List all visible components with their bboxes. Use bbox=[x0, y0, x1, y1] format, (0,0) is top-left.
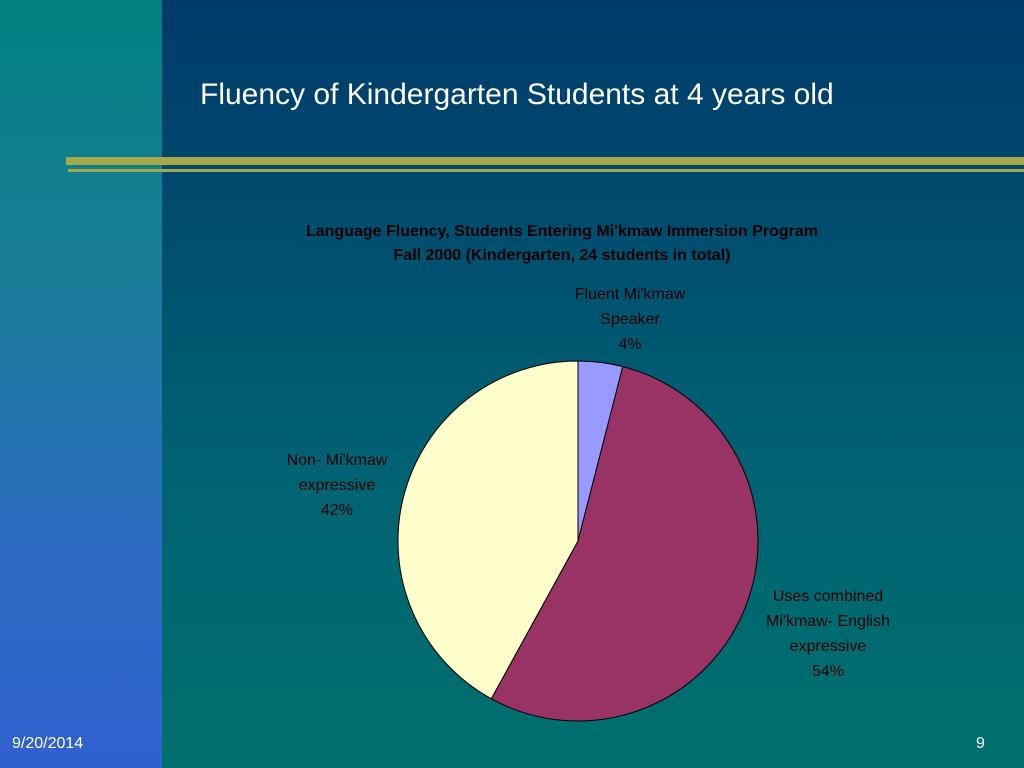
slice-label-fluent-line-1: Fluent Mi'kmaw bbox=[574, 286, 686, 303]
footer-page-number: 9 bbox=[976, 735, 985, 752]
slice-label-combined-line-2: Mi'kmaw- English bbox=[766, 613, 890, 630]
pie-chart bbox=[390, 355, 770, 735]
slice-label-combined-pct: 54% bbox=[811, 663, 845, 680]
slice-label-fluent-line-2: Speaker bbox=[600, 311, 660, 328]
slice-label-non-line-1: Non- Mi'kmaw bbox=[286, 452, 388, 469]
slice-label-combined-expressive bbox=[738, 584, 918, 684]
chart-title-line-2: Fall 2000 (Kindergarten, 24 students in total) bbox=[393, 247, 731, 264]
slice-label-fluent-pct: 4% bbox=[618, 336, 642, 353]
slice-label-non-mikmaw-expressive bbox=[262, 448, 412, 523]
chart-title bbox=[200, 220, 924, 268]
slide-title: Fluency of Kindergarten Students at 4 years old bbox=[200, 78, 834, 111]
slice-label-non-line-2: expressive bbox=[298, 477, 376, 494]
chart-title-line-1: Language Fluency, Students Entering Mi'kmaw Immersion Program bbox=[305, 223, 819, 240]
left-accent-bar bbox=[0, 0, 162, 768]
slice-label-combined-line-1: Uses combined bbox=[772, 588, 884, 605]
footer-date: 9/20/2014 bbox=[12, 735, 84, 752]
slice-label-non-pct: 42% bbox=[320, 502, 354, 519]
slice-label-combined-line-3: expressive bbox=[789, 638, 867, 655]
title-divider-thick bbox=[66, 157, 1024, 165]
title-divider-thin bbox=[68, 169, 1024, 172]
slice-label-fluent-speaker bbox=[545, 282, 715, 357]
